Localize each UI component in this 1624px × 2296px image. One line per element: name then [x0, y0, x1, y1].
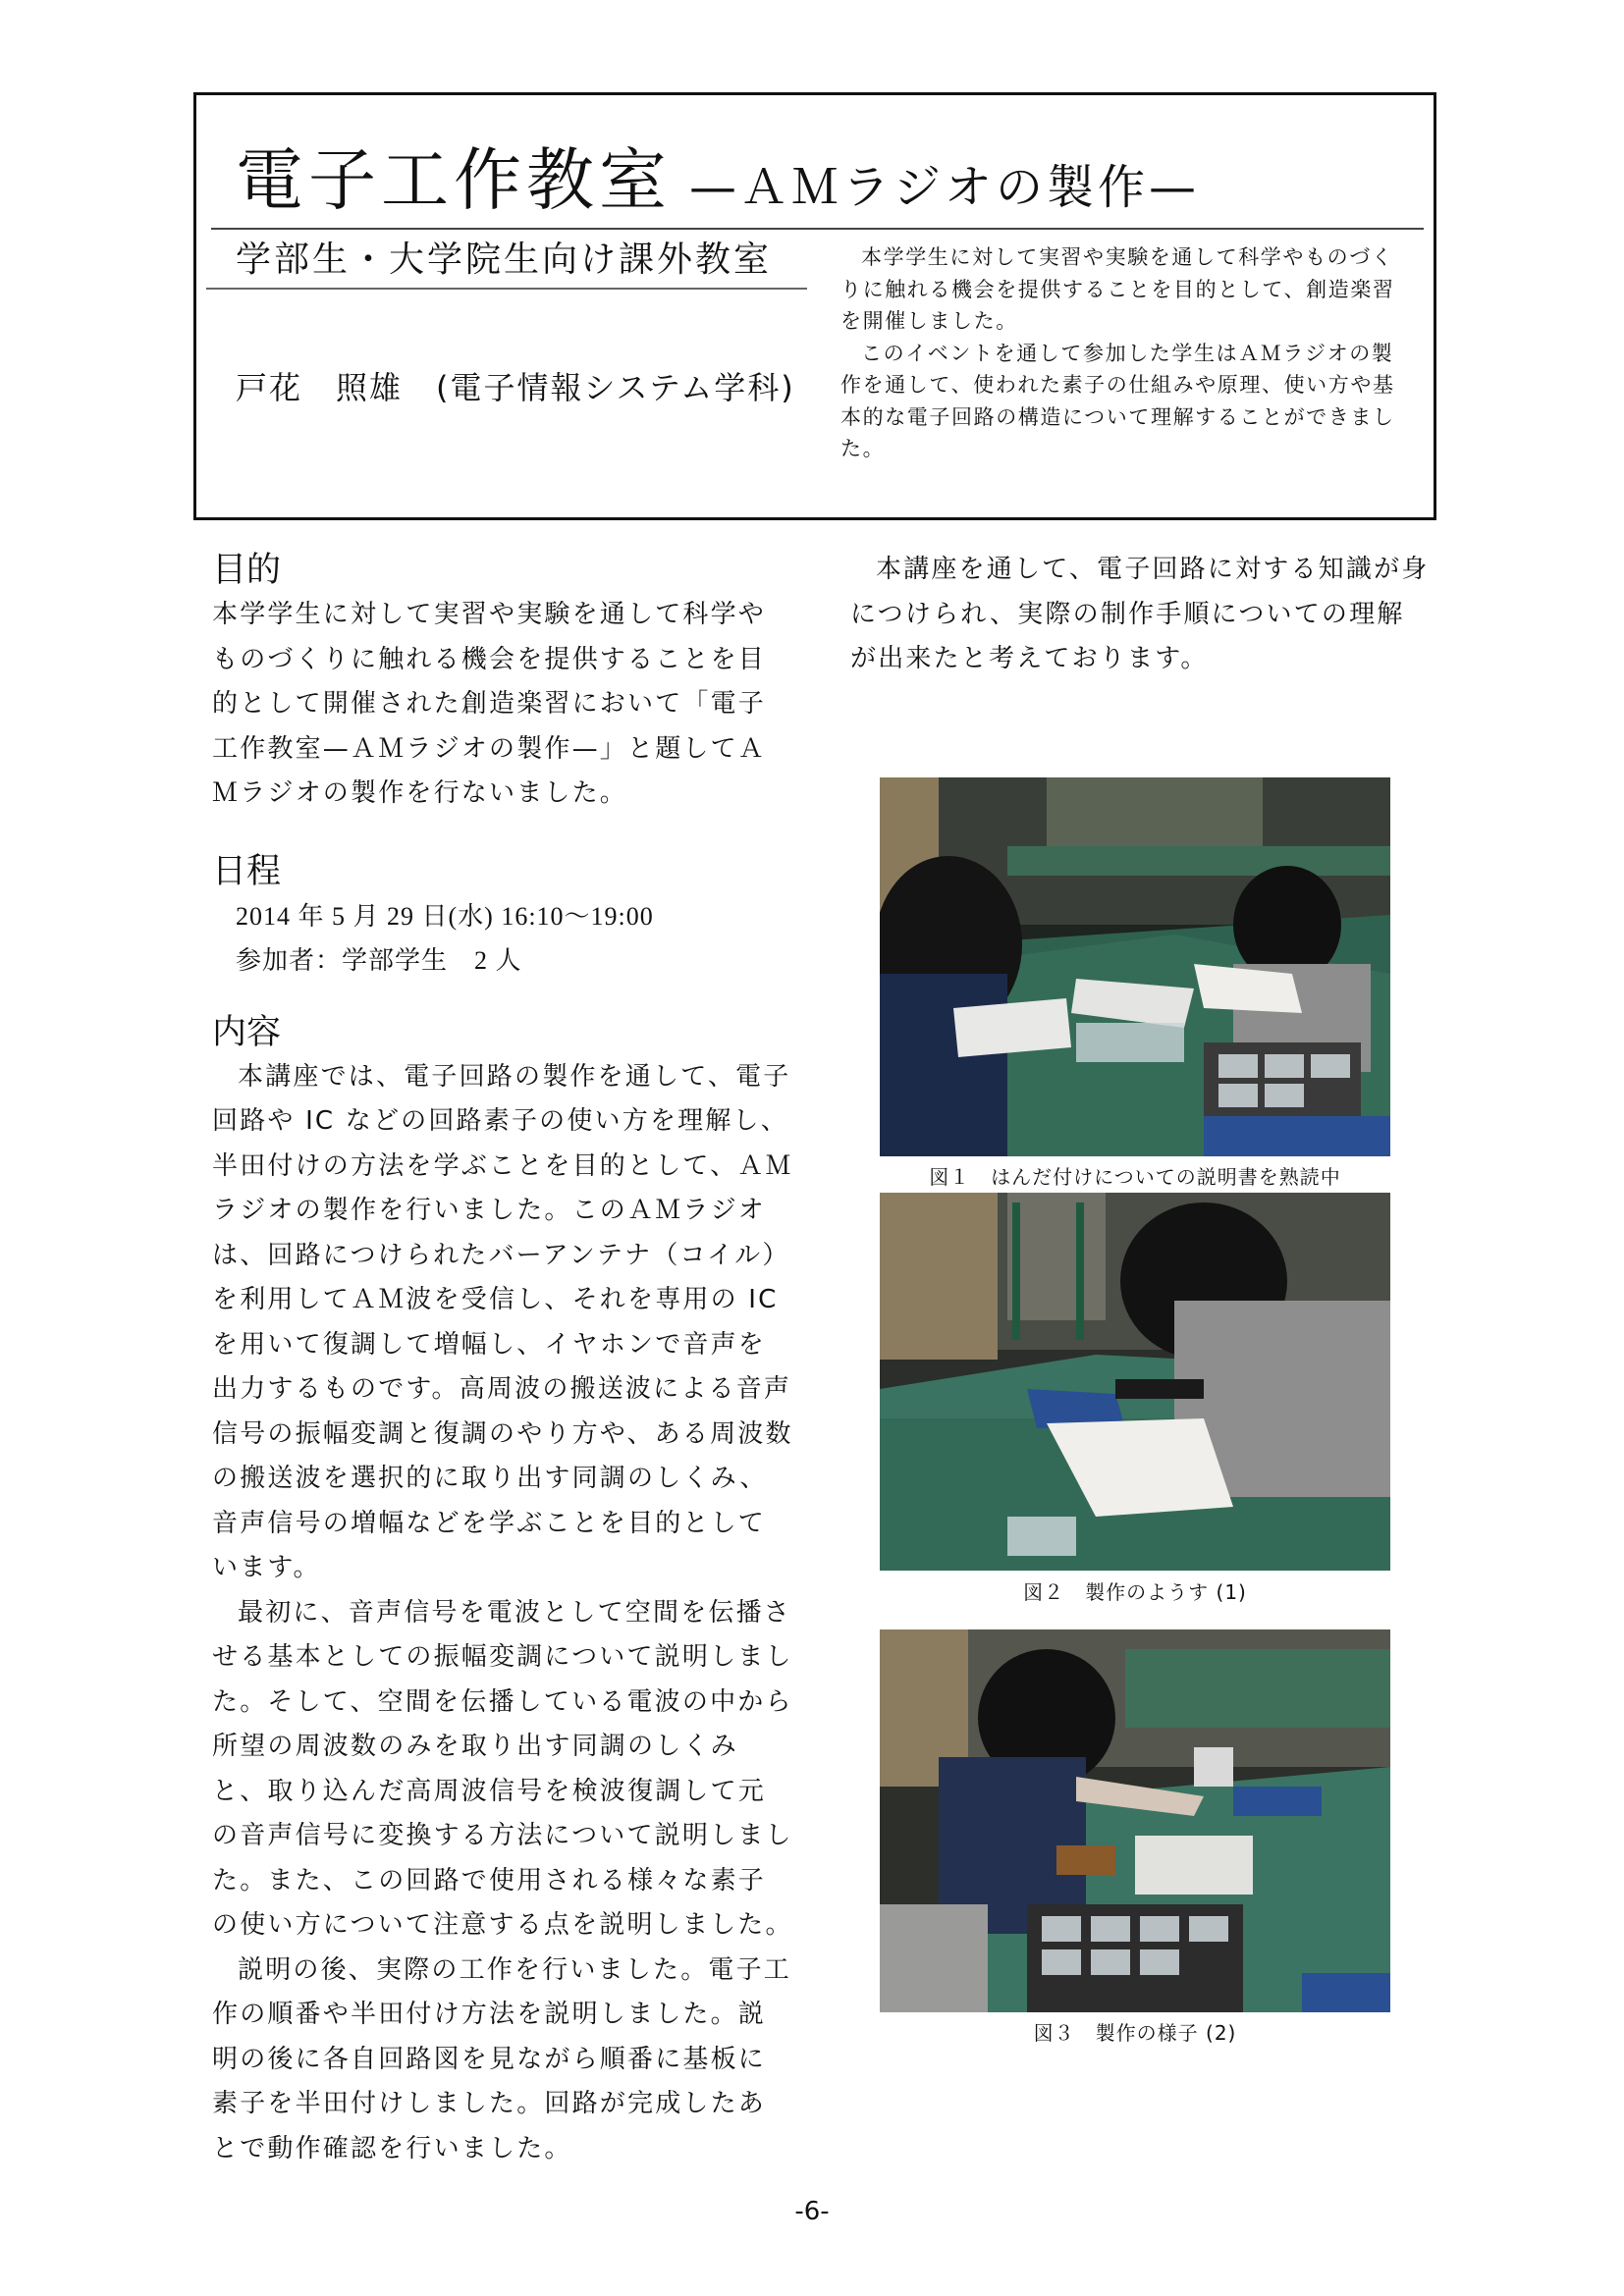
figure-3-photo — [880, 1629, 1390, 2012]
section-heading-purpose: 目的 — [212, 551, 282, 590]
abstract — [840, 241, 1395, 465]
purpose-text: 本学学生に対して実習や実験を通して科学やものづくりに触れる機会を提供することを目的として開催された創造楽習において「電子工作教室—ＡＭラジオの製作—」と題してＡＭラジオの製作を行ないました。 — [212, 600, 767, 808]
figure-1-photo — [880, 777, 1390, 1156]
page-number: -6- — [794, 2197, 830, 2226]
schedule-participants: 参加者：学部学生 2 人 — [236, 945, 522, 975]
abstract-paragraph-2: このイベントを通して参加した学生はＡＭラジオの製作を通して、使われた素子の仕組みや原理、使い方や基本的な電子回路の構造について理解することができました。 — [840, 341, 1395, 460]
content-paragraph-3: 説明の後、実際の工作を行いました。電子工作の順番や半田付け方法を説明しました。説明の後に各自回路図を見ながら順番に基板に素子を半田付けしました。回路が完成したあとで動作確認を行いました。 — [212, 1954, 792, 2163]
left-column — [212, 548, 793, 2171]
workshop-photo-3 — [880, 1629, 1390, 2012]
content-paragraph-4: 本講座を通して、電子回路に対する知識が身につけられ、実際の制作手順についての理解が出来たと考えております。 — [850, 555, 1430, 673]
subtitle-rule — [206, 288, 807, 290]
subtitle: 学部生・大学院生向け課外教室 — [236, 240, 773, 280]
schedule-date: 2014 年 5 月 29 日(水) 16:10～19:00 — [236, 901, 654, 931]
figure-3-caption: 図３ 製作の様子 (2) — [1033, 2021, 1237, 2045]
page-title — [236, 141, 1201, 220]
title-rule — [211, 228, 1424, 230]
section-heading-content: 内容 — [212, 1012, 282, 1052]
author: 戸花 照雄 (電子情報システム学科) — [236, 369, 795, 406]
abstract-paragraph-1: 本学学生に対して実習や実験を通して科学やものづくりに触れる機会を提供することを目的として、創造楽習を開催しました。 — [840, 245, 1395, 333]
section-heading-schedule: 日程 — [212, 851, 282, 891]
workshop-photo-2 — [880, 1193, 1390, 1571]
title-main: 電子工作教室 — [236, 141, 672, 220]
figure-1-caption: 図１ はんだ付けについての説明書を熟読中 — [929, 1165, 1341, 1189]
content-paragraph-1: 本講座では、電子回路の製作を通して、電子回路や IC などの回路素子の使い方を理解し、半田付けの方法を学ぶことを目的として、ＡＭラジオの製作を行いました。このＡＭラジオは、回路につけられたバーアンテナ（コイル）を利用してＡＭ波を受信し、それを専用の IC を用いて復調して増幅し、イヤホンで音声を出力するものです。高周波の搬送波による音声信号の振幅変調と復調のやり方や、ある周波数の搬送波を選択的に取り出す同調のしくみ、音声信号の増幅などを学ぶことを目的としています。 — [212, 1061, 793, 1582]
right-column — [850, 548, 1430, 682]
figure-2-caption: 図２ 製作のようす (1) — [1023, 1580, 1247, 1604]
workshop-photo-1 — [880, 777, 1390, 1156]
title-sub: —ＡＭラジオの製作— — [689, 160, 1201, 215]
figure-2-photo — [880, 1193, 1390, 1571]
content-paragraph-2: 最初に、音声信号を電波として空間を伝播させる基本としての振幅変調について説明しました。そして、空間を伝播している電波の中から所望の周波数のみを取り出す同調のしくみと、取り込んだ高周波信号を検波復調して元の音声信号に変換する方法について説明しました。また、この回路で使用される様々な素子の使い方について注意する点を説明しました。 — [212, 1597, 793, 1940]
